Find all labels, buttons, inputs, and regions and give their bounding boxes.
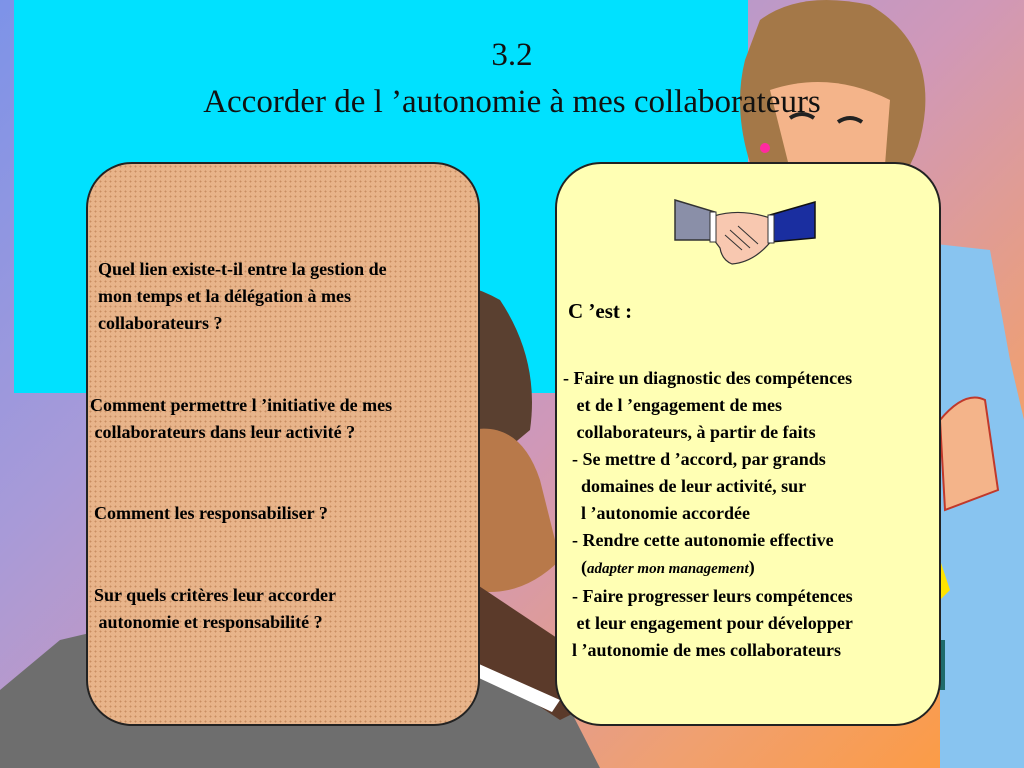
answer-line: et de l ’engagement de mes	[563, 395, 782, 415]
answer-line-italic: (adapter mon management)	[563, 557, 755, 577]
answers-heading: C ’est :	[568, 299, 633, 323]
answer-line: l ’autonomie accordée	[563, 503, 750, 523]
question-3: Comment les responsabiliser ?	[94, 503, 328, 523]
answer-line: collaborateurs, à partir de faits	[563, 422, 816, 442]
question-2: Comment permettre l ’initiative de mes collaborateurs dans leur activité ?	[90, 395, 393, 442]
answer-line: - Faire un diagnostic des compétences	[563, 368, 853, 388]
answer-line: - Faire progresser leurs compétences	[563, 586, 853, 606]
question-1: Quel lien existe-t-il entre la gestion de mon temps et la délégation à mes collaborateurs ?	[98, 259, 387, 333]
slide-title: Accorder de l ’autonomie à mes collaborateurs	[203, 84, 821, 120]
answers-list	[563, 365, 853, 664]
answer-line: - Se mettre d ’accord, par grands	[563, 449, 826, 469]
italic-note: adapter mon management	[587, 561, 749, 577]
answer-line: - Rendre cette autonomie effective	[563, 530, 834, 550]
slide-number: 3.2	[491, 37, 533, 73]
answer-line: et leur engagement pour développer	[563, 613, 853, 633]
handshake-icon	[670, 190, 820, 270]
answer-line: l ’autonomie de mes collaborateurs	[563, 640, 841, 660]
question-4: Sur quels critères leur accorder autonomie et responsabilité ?	[94, 585, 336, 632]
answer-line: domaines de leur activité, sur	[563, 476, 807, 496]
